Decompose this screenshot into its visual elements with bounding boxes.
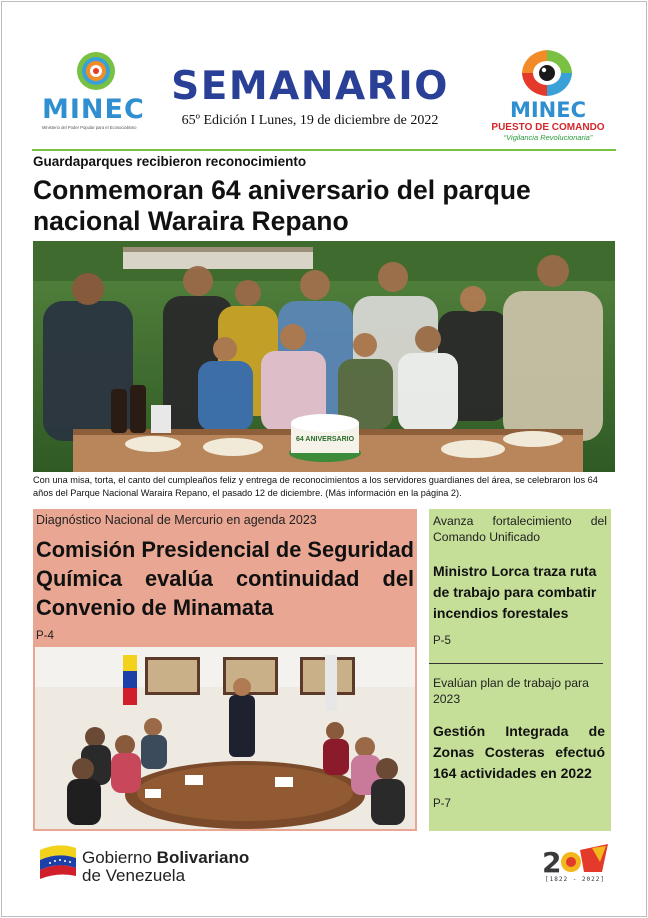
edition-date: 65º Edición I Lunes, 19 de diciembre de 2022 — [181, 113, 439, 128]
sidebar-item1-headline: Ministro Lorca traza ruta de trabajo para combatir incendios forestales — [433, 563, 597, 621]
minec-wordmark-right: MINEC — [509, 98, 587, 122]
command-post-motto: “Vigilancia Revolucionaria” — [503, 133, 593, 142]
minec-tagline: Ministerio del Poder Popular para el Ecosocialismo — [42, 125, 137, 130]
celebration-photo-illustration — [33, 241, 615, 472]
cake-text: 64 ANIVERSARIO — [295, 436, 355, 443]
puesto-de-comando-logo — [478, 48, 618, 144]
minec-wordmark: MINEC — [42, 94, 145, 125]
lead-kicker: Guardaparques recibieron reconocimiento — [33, 154, 307, 169]
sidebar-item2-headline: Gestión Integrada de Zonas Costeras efectuó 164 actividades en 2022 — [433, 723, 605, 781]
bicentennial-years: [1822 - 2022] — [545, 876, 605, 883]
sidebar-item2-page-ref: P-7 — [433, 798, 451, 810]
lead-photo — [33, 241, 615, 472]
sidebar-item1-page-ref: P-5 — [433, 635, 451, 647]
svg-text:2: 2 — [542, 846, 562, 878]
story-box-chemical-safety — [33, 509, 417, 831]
sidebar-item1-kicker: Avanza fortalecimiento del Comando Unificado — [433, 514, 607, 544]
meeting-photo — [35, 647, 415, 829]
minec-logo — [40, 50, 152, 134]
bicentennial-logo — [540, 842, 612, 888]
story-headline: Comisión Presidencial de Seguridad Química evalúa continuidad del Convenio de Minamata — [36, 537, 414, 620]
publication-title: SEMANARIO — [171, 64, 449, 109]
story-page-ref: P-4 — [36, 630, 54, 642]
lead-caption: Con una misa, torta, el canto del cumpleaños feliz y entrega de reconocimientos a los servidores guardianes del área, se celebraron los 64 años del Parque Nacional Waraira Repano, el pasado 12 de diciembre. (Más información en la página 2). — [33, 475, 598, 498]
story-kicker: Diagnóstico Nacional de Mercurio en agenda 2023 — [36, 513, 317, 527]
command-post-label: PUESTO DE COMANDO — [491, 122, 605, 133]
bicentennial-emblem-icon — [540, 842, 612, 878]
spiral-logo-icon — [74, 50, 118, 92]
gov-line1: Gobierno Bolivariano — [82, 848, 250, 867]
venezuela-flag-icon — [38, 842, 78, 880]
lead-headline: Conmemoran 64 aniversario del parque nacional Waraira Repano — [33, 175, 531, 236]
eye-logo-icon — [514, 48, 580, 98]
header-divider — [32, 149, 616, 151]
gov-line2: de Venezuela — [82, 866, 186, 885]
gobierno-bolivariano-logo — [38, 840, 268, 886]
sidebar-item2-kicker: Evalúan plan de trabajo para 2023 — [433, 676, 589, 706]
masthead — [160, 64, 460, 129]
sidebar-news-box — [429, 509, 611, 831]
meeting-photo-illustration — [35, 647, 415, 829]
sidebar-divider — [429, 663, 603, 664]
